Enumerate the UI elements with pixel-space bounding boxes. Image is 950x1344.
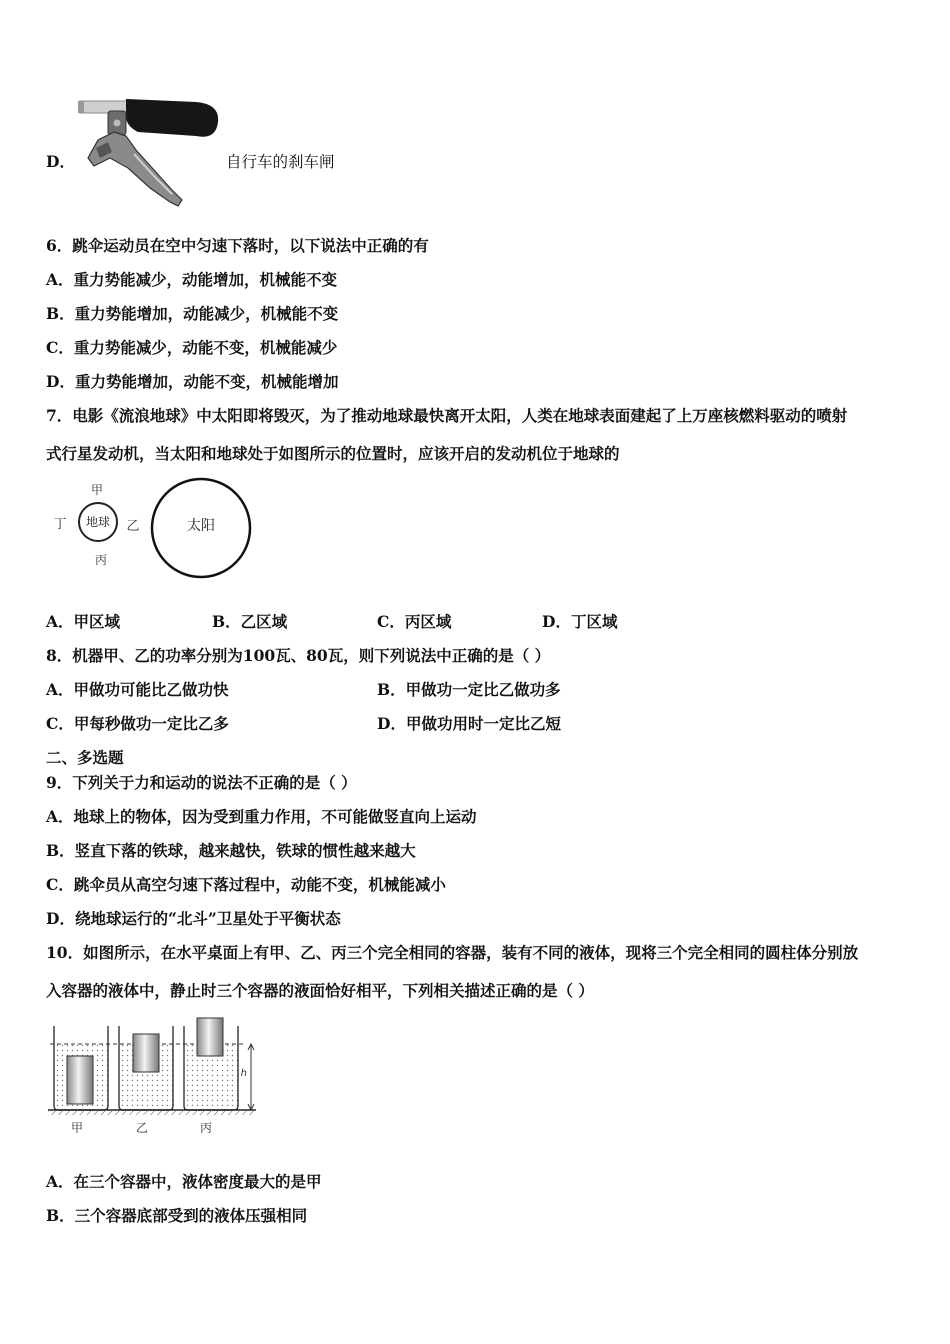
q7-option-b: B．乙区域 bbox=[212, 612, 288, 631]
container-bing-label: 丙 bbox=[199, 1121, 213, 1135]
region-ding-label: 丁 bbox=[53, 517, 67, 532]
q7-stem-line2: 式行星发动机，当太阳和地球处于如图所示的位置时，应该开启的发动机位于地球的 bbox=[46, 444, 620, 463]
q6-option-b: B．重力势能增加，动能减少，机械能不变 bbox=[46, 304, 339, 323]
q10-option-a: A．在三个容器中，液体密度最大的是甲 bbox=[46, 1172, 322, 1191]
q7-option-c: C．丙区域 bbox=[377, 612, 452, 631]
container-jia-label: 甲 bbox=[70, 1121, 84, 1135]
earth-sun-diagram bbox=[48, 478, 258, 578]
q9-option-c: C．跳伞员从高空匀速下落过程中，动能不变，机械能减小 bbox=[46, 875, 446, 894]
q5-option-d-letter: D． bbox=[46, 152, 75, 171]
region-jia-label: 甲 bbox=[90, 483, 104, 497]
q8-stem: 8．机器甲、乙的功率分别为100瓦、80瓦，则下列说法中正确的是（ ） bbox=[46, 646, 551, 665]
containers-diagram bbox=[46, 1014, 271, 1139]
q8-option-a: A．甲做功可能比乙做功快 bbox=[46, 680, 229, 699]
q7-option-d: D．丁区域 bbox=[542, 612, 618, 631]
q9-option-b: B．竖直下落的铁球，越来越快，铁球的惯性越来越大 bbox=[46, 841, 416, 860]
bicycle-brake-image bbox=[78, 96, 223, 208]
q7-option-a: A．甲区域 bbox=[46, 612, 121, 631]
q6-stem: 6．跳伞运动员在空中匀速下落时，以下说法中正确的有 bbox=[46, 236, 429, 255]
sun-label: 太阳 bbox=[187, 518, 215, 534]
q9-option-d: D．绕地球运行的“北斗”卫星处于平衡状态 bbox=[46, 909, 341, 928]
q6-option-c: C．重力势能减少，动能不变，机械能减少 bbox=[46, 338, 338, 357]
q5-option-d-caption: 自行车的刹车闸 bbox=[226, 153, 335, 171]
q7-stem-line1: 7．电影《流浪地球》中太阳即将毁灭，为了推动地球最快离开太阳，人类在地球表面建起了上万座核燃料驱动的喷射 bbox=[46, 406, 848, 425]
region-bing-label: 丙 bbox=[94, 553, 108, 567]
height-label: h bbox=[240, 1068, 247, 1079]
q8-option-b: B．甲做功一定比乙做功多 bbox=[377, 680, 561, 699]
q10-option-b: B．三个容器底部受到的液体压强相同 bbox=[46, 1206, 308, 1225]
container-bing bbox=[184, 1018, 238, 1110]
q6-option-d: D．重力势能增加，动能不变，机械能增加 bbox=[46, 372, 339, 391]
earth-label: 地球 bbox=[85, 515, 111, 529]
q10-stem-line2: 入容器的液体中，静止时三个容器的液面恰好相平，下列相关描述正确的是（ ） bbox=[46, 981, 594, 1000]
region-yi-label: 乙 bbox=[126, 519, 140, 534]
container-yi-label: 乙 bbox=[135, 1121, 149, 1135]
container-jia bbox=[54, 1026, 108, 1110]
container-yi bbox=[119, 1026, 173, 1110]
q6-option-a: A．重力势能减少，动能增加，机械能不变 bbox=[46, 270, 338, 289]
q10-stem-line1: 10．如图所示，在水平桌面上有甲、乙、丙三个完全相同的容器，装有不同的液体，现将三个完全相同的圆柱体分别放 bbox=[46, 943, 859, 962]
q9-option-a: A．地球上的物体，因为受到重力作用，不可能做竖直向上运动 bbox=[46, 807, 477, 826]
q8-option-c: C．甲每秒做功一定比乙多 bbox=[46, 714, 229, 733]
q9-stem: 9．下列关于力和运动的说法不正确的是（ ） bbox=[46, 773, 357, 792]
section-multiple-choice-title: 二、多选题 bbox=[46, 748, 124, 767]
q8-option-d: D．甲做功用时一定比乙短 bbox=[377, 714, 561, 733]
